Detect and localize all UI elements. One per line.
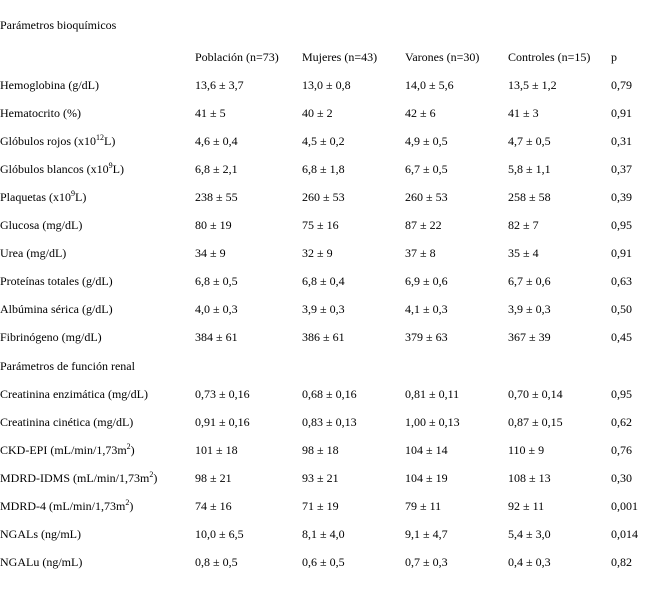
cell-value: 6,8 ± 2,1	[195, 162, 238, 176]
cell-value: 32 ± 9	[302, 246, 333, 260]
cell-value: 74 ± 16	[195, 499, 232, 513]
cell-value: 0,68 ± 0,16	[302, 387, 357, 401]
row-label	[0, 372, 195, 400]
cell-value: 3,9 ± 0,3	[302, 302, 345, 316]
row-label-text: Glucosa (mg/dL)	[0, 218, 83, 232]
cell-p-value: 0,37	[611, 162, 632, 176]
cell-value: 13,0 ± 0,8	[302, 78, 351, 92]
cell-value: 98 ± 18	[302, 443, 339, 457]
row-label	[0, 456, 195, 484]
column-header-row	[0, 31, 645, 63]
cell-value: 0,83 ± 0,13	[302, 415, 357, 429]
cell-value: 35 ± 4	[508, 246, 539, 260]
cell-value: 0,8 ± 0,5	[195, 555, 238, 569]
column-header: Población (n=73)	[195, 50, 279, 64]
cell-value: 4,7 ± 0,5	[508, 134, 551, 148]
cell-value: 3,9 ± 0,3	[508, 302, 551, 316]
cell-value: 238 ± 55	[195, 190, 238, 204]
table-row	[0, 147, 645, 175]
cell-p-value: 0,62	[611, 415, 632, 429]
section-title: Parámetros de función renal	[0, 359, 135, 373]
cell-value: 0,70 ± 0,14	[508, 387, 563, 401]
row-label-text: Proteínas totales (g/dL)	[0, 274, 113, 288]
cell-p-value: 0,45	[611, 330, 632, 344]
cell-p-value: 0,63	[611, 274, 632, 288]
cell-value: 260 ± 53	[405, 190, 448, 204]
cell-value: 42 ± 6	[405, 106, 436, 120]
row-label-superscript: 9	[71, 189, 75, 198]
table-row	[0, 259, 645, 287]
column-header: p	[611, 50, 617, 64]
row-label-text: Creatinina cinética (mg/dL)	[0, 415, 134, 429]
row-label	[0, 287, 195, 315]
table-row	[0, 63, 645, 91]
section-title-row	[0, 0, 645, 31]
column-header: Controles (n=15)	[508, 50, 591, 64]
table-row	[0, 512, 645, 540]
section-title: Parámetros bioquímicos	[0, 18, 117, 32]
cell-value: 13,6 ± 3,7	[195, 78, 244, 92]
cell-p-value: 0,95	[611, 218, 632, 232]
cell-value: 87 ± 22	[405, 218, 442, 232]
cell-value: 10,0 ± 6,5	[195, 527, 244, 541]
cell-value: 0,73 ± 0,16	[195, 387, 250, 401]
table-row	[0, 456, 645, 484]
row-label-tail: )	[153, 471, 158, 485]
cell-value: 41 ± 5	[195, 106, 226, 120]
cell-value: 1,00 ± 0,13	[405, 415, 460, 429]
row-label	[0, 540, 195, 568]
cell-p-value: 0,001	[611, 499, 638, 513]
row-label-text: Glóbulos rojos (x10	[0, 134, 96, 148]
cell-value: 4,9 ± 0,5	[405, 134, 448, 148]
table-row	[0, 428, 645, 456]
cell-value: 6,9 ± 0,6	[405, 274, 448, 288]
cell-value: 4,5 ± 0,2	[302, 134, 345, 148]
cell-value: 9,1 ± 4,7	[405, 527, 448, 541]
table-row	[0, 91, 645, 119]
cell-value: 6,8 ± 0,5	[195, 274, 238, 288]
row-label-superscript: 2	[149, 470, 154, 479]
column-header	[0, 31, 195, 63]
cell-value: 5,4 ± 3,0	[508, 527, 551, 541]
cell-p-value: 0,79	[611, 78, 632, 92]
cell-p-value: 0,91	[611, 106, 632, 120]
row-label	[0, 512, 195, 540]
cell-value: 8,1 ± 4,0	[302, 527, 345, 541]
row-label-text: Hematocrito (%)	[0, 106, 81, 120]
row-label-text: CKD-EPI (mL/min/1,73m	[0, 443, 127, 457]
row-label-superscript: 2	[126, 442, 131, 451]
cell-value: 13,5 ± 1,2	[508, 78, 557, 92]
cell-value: 82 ± 7	[508, 218, 539, 232]
cell-value: 367 ± 39	[508, 330, 551, 344]
row-label-text: MDRD-IDMS (mL/min/1,73m	[0, 471, 150, 485]
cell-value: 104 ± 19	[405, 471, 448, 485]
table-row	[0, 175, 645, 203]
table-row	[0, 372, 645, 400]
row-label	[0, 400, 195, 428]
row-label	[0, 63, 195, 91]
cell-value: 110 ± 9	[508, 443, 545, 457]
cell-value: 6,7 ± 0,5	[405, 162, 448, 176]
row-label	[0, 91, 195, 119]
column-header: Mujeres (n=43)	[302, 50, 378, 64]
row-label-superscript: 12	[96, 133, 104, 142]
cell-value: 80 ± 19	[195, 218, 232, 232]
cell-value: 0,91 ± 0,16	[195, 415, 250, 429]
cell-value: 6,7 ± 0,6	[508, 274, 551, 288]
cell-value: 0,87 ± 0,15	[508, 415, 563, 429]
cell-value: 71 ± 19	[302, 499, 339, 513]
cell-value: 5,8 ± 1,1	[508, 162, 551, 176]
row-label-tail: L)	[75, 190, 87, 204]
cell-p-value: 0,95	[611, 387, 632, 401]
row-label-text: Fibrinógeno (mg/dL)	[0, 330, 102, 344]
cell-p-value: 0,39	[611, 190, 632, 204]
column-header: Varones (n=30)	[405, 50, 480, 64]
table-row	[0, 315, 645, 343]
row-label	[0, 119, 195, 147]
cell-value: 98 ± 21	[195, 471, 232, 485]
row-label	[0, 315, 195, 343]
cell-value: 4,0 ± 0,3	[195, 302, 238, 316]
table-row	[0, 400, 645, 428]
row-label-tail: )	[130, 443, 135, 457]
row-label-superscript: 9	[108, 161, 113, 170]
cell-value: 92 ± 11	[508, 499, 545, 513]
row-label	[0, 428, 195, 456]
row-label	[0, 484, 195, 512]
cell-value: 260 ± 53	[302, 190, 345, 204]
cell-p-value: 0,91	[611, 246, 632, 260]
cell-value: 34 ± 9	[195, 246, 226, 260]
cell-value: 4,1 ± 0,3	[405, 302, 448, 316]
row-label	[0, 147, 195, 175]
cell-value: 0,6 ± 0,5	[302, 555, 345, 569]
cell-value: 79 ± 11	[405, 499, 442, 513]
cell-value: 379 ± 63	[405, 330, 448, 344]
cell-value: 14,0 ± 5,6	[405, 78, 454, 92]
cell-value: 0,81 ± 0,11	[405, 387, 460, 401]
section-title-row	[0, 343, 645, 372]
row-label-text: Glóbulos blancos (x10	[0, 162, 109, 176]
cell-value: 104 ± 14	[405, 443, 448, 457]
cell-value: 4,6 ± 0,4	[195, 134, 238, 148]
cell-value: 6,8 ± 0,4	[302, 274, 345, 288]
cell-value: 101 ± 18	[195, 443, 238, 457]
cell-p-value: 0,76	[611, 443, 632, 457]
table-row	[0, 119, 645, 147]
row-label-superscript: 2	[125, 498, 130, 507]
row-label	[0, 259, 195, 287]
table-row	[0, 484, 645, 512]
row-label-text: Albúmina sérica (g/dL)	[0, 302, 113, 316]
cell-value: 40 ± 2	[302, 106, 333, 120]
cell-value: 386 ± 61	[302, 330, 345, 344]
table-row	[0, 203, 645, 231]
row-label-text: NGALu (ng/mL)	[0, 555, 83, 569]
cell-value: 6,8 ± 1,8	[302, 162, 345, 176]
cell-value: 93 ± 21	[302, 471, 339, 485]
cell-p-value: 0,30	[611, 471, 632, 485]
row-label	[0, 231, 195, 259]
cell-value: 0,4 ± 0,3	[508, 555, 551, 569]
row-label-text: Hemoglobina (g/dL)	[0, 78, 99, 92]
cell-p-value: 0,82	[611, 555, 632, 569]
cell-value: 384 ± 61	[195, 330, 238, 344]
row-label-tail: )	[129, 499, 134, 513]
row-label-text: NGALs (ng/mL)	[0, 527, 81, 541]
cell-value: 0,7 ± 0,3	[405, 555, 448, 569]
cell-value: 37 ± 8	[405, 246, 436, 260]
cell-value: 75 ± 16	[302, 218, 339, 232]
table-row	[0, 540, 645, 568]
table-row	[0, 231, 645, 259]
cell-p-value: 0,50	[611, 302, 632, 316]
row-label-text: Plaquetas (x10	[0, 190, 71, 204]
row-label-text: MDRD-4 (mL/min/1,73m	[0, 499, 126, 513]
row-label	[0, 175, 195, 203]
row-label-tail: L)	[104, 134, 116, 148]
row-label-text: Urea (mg/dL)	[0, 246, 67, 260]
cell-value: 108 ± 13	[508, 471, 551, 485]
cell-value: 41 ± 3	[508, 106, 539, 120]
row-label-text: Creatinina enzimática (mg/dL)	[0, 387, 148, 401]
row-label	[0, 203, 195, 231]
cell-p-value: 0,31	[611, 134, 632, 148]
cell-value: 258 ± 58	[508, 190, 551, 204]
table-row	[0, 287, 645, 315]
cell-p-value: 0,014	[611, 527, 638, 541]
row-label-tail: L)	[112, 162, 124, 176]
